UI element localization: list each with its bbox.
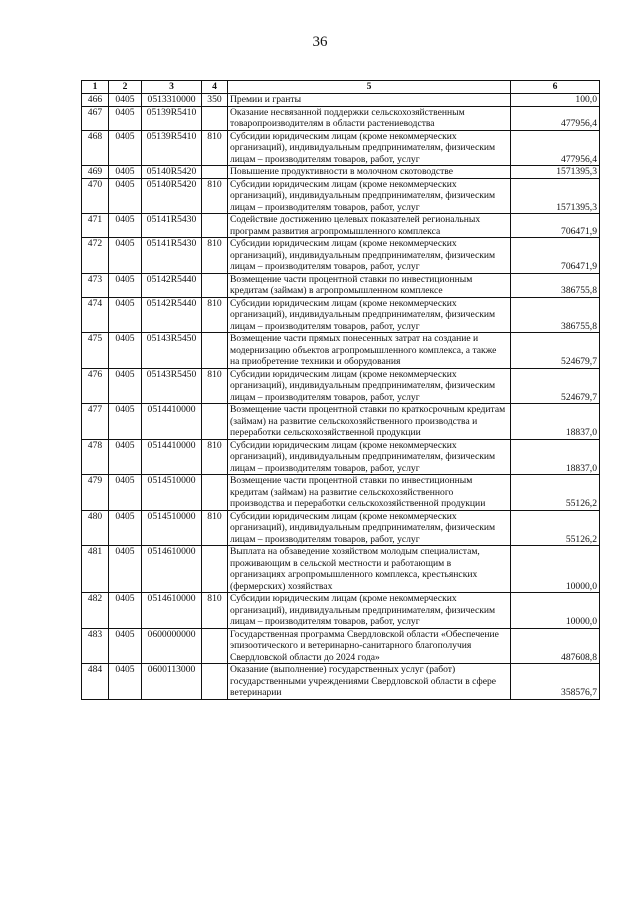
section-code: 0405	[109, 214, 142, 238]
amount: 358576,7	[511, 664, 600, 700]
item-name: Государственная программа Свердловской области «Обеспечение эпизоотического и ветеринарно-санитарного благополучия Свердловской области до 2024 года»	[228, 628, 511, 664]
amount: 487608,8	[511, 628, 600, 664]
target-code: 0514610000	[142, 546, 202, 593]
row-number: 467	[82, 106, 109, 130]
row-number: 475	[82, 333, 109, 369]
item-name: Возмещение части процентной ставки по краткосрочным кредитам (займам) на развитие сельскохозяйственного производства и переработки сельскохозяйственной продукции	[228, 404, 511, 440]
item-name: Субсидии юридическим лицам (кроме некоммерческих организаций), индивидуальным предпринимателям, физическим лицам – производителям товаров, работ, услуг	[228, 439, 511, 475]
target-code: 0600113000	[142, 664, 202, 700]
expense-type	[202, 404, 228, 440]
amount: 10000,0	[511, 546, 600, 593]
amount: 524679,7	[511, 368, 600, 404]
section-code: 0405	[109, 439, 142, 475]
table-row	[82, 510, 600, 546]
target-code: 0600000000	[142, 628, 202, 664]
table-row	[82, 106, 600, 130]
expense-type	[202, 273, 228, 297]
item-name: Субсидии юридическим лицам (кроме некоммерческих организаций), индивидуальным предпринимателям, физическим лицам – производителям товаров, работ, услуг	[228, 510, 511, 546]
target-code: 05139R5410	[142, 106, 202, 130]
amount: 55126,2	[511, 475, 600, 511]
item-name: Возмещение части процентной ставки по инвестиционным кредитам (займам) в агропромышленном комплексе	[228, 273, 511, 297]
section-code: 0405	[109, 106, 142, 130]
section-code: 0405	[109, 273, 142, 297]
amount: 100,0	[511, 94, 600, 107]
item-name: Выплата на обзаведение хозяйством молодым специалистам, проживающим в сельской местности и работающим в организациях агропромышленного комплекса, крестьянских (фермерских) хозяйствах	[228, 546, 511, 593]
amount: 706471,9	[511, 238, 600, 274]
row-number: 482	[82, 593, 109, 629]
expense-type: 810	[202, 130, 228, 166]
section-code: 0405	[109, 333, 142, 369]
row-number: 469	[82, 166, 109, 179]
amount: 477956,4	[511, 106, 600, 130]
amount: 386755,8	[511, 273, 600, 297]
item-name: Субсидии юридическим лицам (кроме некоммерческих организаций), индивидуальным предпринимателям, физическим лицам – производителям товаров, работ, услуг	[228, 238, 511, 274]
item-name: Содействие достижению целевых показателей региональных программ развития агропромышленного комплекса	[228, 214, 511, 238]
target-code: 05141R5430	[142, 238, 202, 274]
target-code: 0514410000	[142, 439, 202, 475]
section-code: 0405	[109, 178, 142, 214]
item-name: Оказание несвязанной поддержки сельскохозяйственным товаропроизводителям в области растениеводства	[228, 106, 511, 130]
item-name: Субсидии юридическим лицам (кроме некоммерческих организаций), индивидуальным предпринимателям, физическим лицам – производителям товаров, работ, услуг	[228, 297, 511, 333]
row-number: 483	[82, 628, 109, 664]
budget-table	[81, 80, 600, 700]
target-code: 05141R5430	[142, 214, 202, 238]
row-number: 477	[82, 404, 109, 440]
expense-type	[202, 214, 228, 238]
table-row	[82, 439, 600, 475]
section-code: 0405	[109, 404, 142, 440]
target-code: 05142R5440	[142, 273, 202, 297]
row-number: 472	[82, 238, 109, 274]
expense-type: 810	[202, 439, 228, 475]
table-row	[82, 546, 600, 593]
table-row	[82, 178, 600, 214]
expense-type	[202, 166, 228, 179]
amount: 18837,0	[511, 439, 600, 475]
section-code: 0405	[109, 593, 142, 629]
row-number: 479	[82, 475, 109, 511]
item-name: Возмещение части процентной ставки по инвестиционным кредитам (займам) на развитие сельскохозяйственного производства и переработки сельскохозяйственной продукции	[228, 475, 511, 511]
target-code: 05142R5440	[142, 297, 202, 333]
target-code: 05139R5410	[142, 130, 202, 166]
table-row	[82, 475, 600, 511]
column-header: 5	[228, 81, 511, 94]
expense-type: 810	[202, 238, 228, 274]
column-header: 4	[202, 81, 228, 94]
row-number: 478	[82, 439, 109, 475]
column-header: 1	[82, 81, 109, 94]
row-number: 468	[82, 130, 109, 166]
table-row	[82, 628, 600, 664]
target-code: 05143R5450	[142, 333, 202, 369]
row-number: 474	[82, 297, 109, 333]
table-row	[82, 333, 600, 369]
table-row	[82, 404, 600, 440]
section-code: 0405	[109, 628, 142, 664]
section-code: 0405	[109, 368, 142, 404]
target-code: 0514410000	[142, 404, 202, 440]
row-number: 471	[82, 214, 109, 238]
table-row	[82, 166, 600, 179]
expense-type	[202, 628, 228, 664]
item-name: Возмещение части прямых понесенных затрат на создание и модернизацию объектов агропромышленного комплекса, а также на приобретение техники и оборудования	[228, 333, 511, 369]
row-number: 480	[82, 510, 109, 546]
section-code: 0405	[109, 297, 142, 333]
expense-type: 810	[202, 297, 228, 333]
table-row	[82, 297, 600, 333]
section-code: 0405	[109, 546, 142, 593]
table-row	[82, 593, 600, 629]
row-number: 476	[82, 368, 109, 404]
item-name: Повышение продуктивности в молочном скотоводстве	[228, 166, 511, 179]
row-number: 470	[82, 178, 109, 214]
table-row	[82, 130, 600, 166]
section-code: 0405	[109, 238, 142, 274]
target-code: 05140R5420	[142, 178, 202, 214]
table-row	[82, 368, 600, 404]
row-number: 473	[82, 273, 109, 297]
expense-type	[202, 106, 228, 130]
row-number: 481	[82, 546, 109, 593]
page-number: 36	[312, 34, 328, 50]
amount: 18837,0	[511, 404, 600, 440]
section-code: 0405	[109, 166, 142, 179]
item-name: Субсидии юридическим лицам (кроме некоммерческих организаций), индивидуальным предпринимателям, физическим лицам – производителям товаров, работ, услуг	[228, 368, 511, 404]
target-code: 0514510000	[142, 475, 202, 511]
section-code: 0405	[109, 664, 142, 700]
target-code: 05143R5450	[142, 368, 202, 404]
target-code: 0513310000	[142, 94, 202, 107]
item-name: Субсидии юридическим лицам (кроме некоммерческих организаций), индивидуальным предпринимателям, физическим лицам – производителям товаров, работ, услуг	[228, 593, 511, 629]
table-row	[82, 664, 600, 700]
column-header: 3	[142, 81, 202, 94]
amount: 386755,8	[511, 297, 600, 333]
amount: 477956,4	[511, 130, 600, 166]
column-header: 2	[109, 81, 142, 94]
expense-type: 350	[202, 94, 228, 107]
target-code: 0514510000	[142, 510, 202, 546]
amount: 55126,2	[511, 510, 600, 546]
section-code: 0405	[109, 510, 142, 546]
expense-type: 810	[202, 368, 228, 404]
table-row	[82, 273, 600, 297]
header-row	[82, 81, 600, 94]
amount: 1571395,3	[511, 178, 600, 214]
item-name: Субсидии юридическим лицам (кроме некоммерческих организаций), индивидуальным предпринимателям, физическим лицам – производителям товаров, работ, услуг	[228, 178, 511, 214]
section-code: 0405	[109, 130, 142, 166]
item-name: Премии и гранты	[228, 94, 511, 107]
section-code: 0405	[109, 475, 142, 511]
expense-type	[202, 475, 228, 511]
table-row	[82, 238, 600, 274]
expense-type	[202, 664, 228, 700]
target-code: 0514610000	[142, 593, 202, 629]
expense-type	[202, 546, 228, 593]
row-number: 484	[82, 664, 109, 700]
item-name: Субсидии юридическим лицам (кроме некоммерческих организаций), индивидуальным предпринимателям, физическим лицам – производителям товаров, работ, услуг	[228, 130, 511, 166]
amount: 706471,9	[511, 214, 600, 238]
expense-type: 810	[202, 593, 228, 629]
expense-type: 810	[202, 510, 228, 546]
table-row	[82, 214, 600, 238]
section-code: 0405	[109, 94, 142, 107]
row-number: 466	[82, 94, 109, 107]
column-header: 6	[511, 81, 600, 94]
amount: 1571395,3	[511, 166, 600, 179]
target-code: 05140R5420	[142, 166, 202, 179]
amount: 524679,7	[511, 333, 600, 369]
amount: 10000,0	[511, 593, 600, 629]
table-row	[82, 94, 600, 107]
table-body	[82, 94, 600, 700]
expense-type: 810	[202, 178, 228, 214]
item-name: Оказание (выполнение) государственных услуг (работ) государственными учреждениями Свердловской области в сфере ветеринарии	[228, 664, 511, 700]
expense-type	[202, 333, 228, 369]
